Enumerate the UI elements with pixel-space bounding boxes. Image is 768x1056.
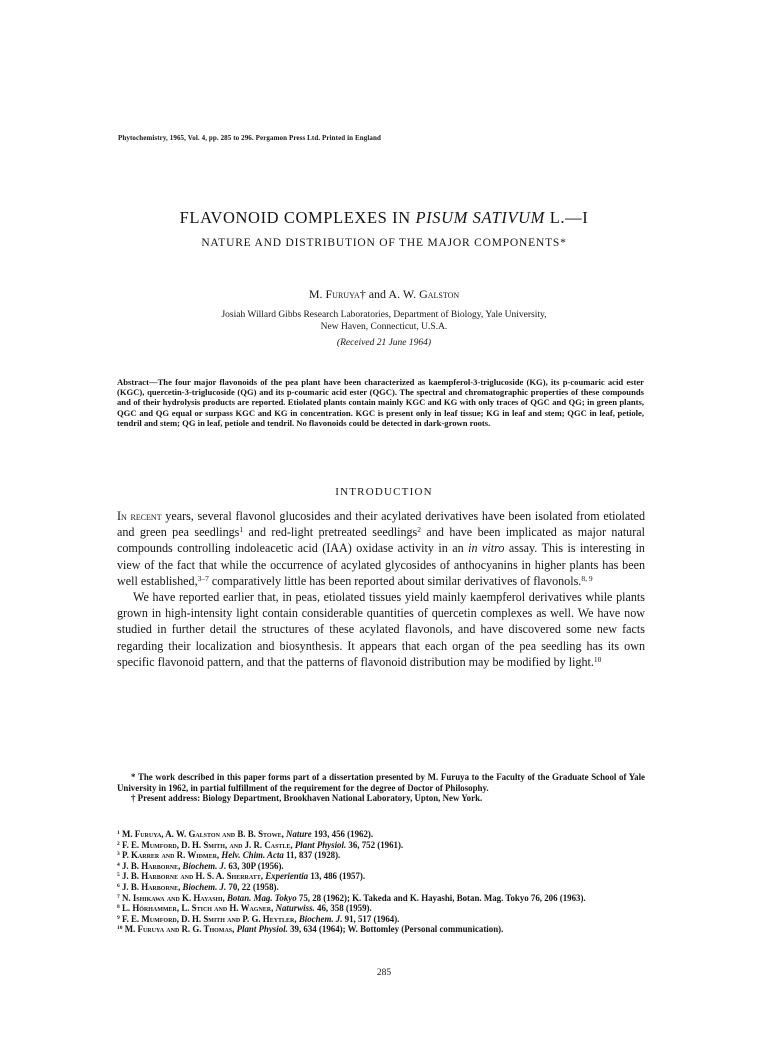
intro-p1-text-c: and have been implicated as major natural compounds controlling indoleacetic acid (IAA) oxidase activity in an — [117, 525, 645, 556]
reference-journal: Biochem. J. — [182, 881, 227, 892]
affiliation-line2: New Haven, Connecticut, U.S.A. — [320, 322, 448, 332]
citation-ref-1: 1 — [239, 525, 244, 535]
citation-ref-10: 10 — [593, 654, 602, 664]
intro-p1-text-d: assay. This is interesting in view of the fact that while the occurrence of acylated glycosides of anthocyanins in higher plants has been well established, — [117, 541, 645, 588]
reference-details: 486 (1957). — [323, 871, 366, 882]
reference-volume: 46, — [317, 903, 329, 914]
intro-p1-text-a: years, several flavonol glucosides and their acylated derivatives have been isolated from etiolated and green pea seedlings — [117, 509, 646, 540]
reference-journal: Nature — [286, 829, 312, 839]
reference-item — [117, 924, 645, 935]
reference-volume: 36, — [348, 839, 360, 850]
reference-item — [117, 882, 645, 893]
reference-details: 752 (1961). — [361, 839, 404, 850]
author-line — [0, 287, 768, 302]
reference-number: 2 — [117, 840, 120, 847]
title-part1: FLAVONOID COMPLEXES IN — [179, 208, 416, 227]
reference-number: 8 — [117, 904, 120, 911]
reference-authors: J. B. Harborne, — [121, 860, 181, 871]
reference-details: 837 (1928). — [298, 850, 341, 861]
footnote-dagger: † Present address: Biology Department, Brookhaven National Laboratory, Upton, New York. — [131, 793, 483, 804]
section-heading-introduction: INTRODUCTION — [335, 486, 433, 498]
reference-authors: N. Ishikawa and K. Hayashi, — [121, 892, 225, 903]
author1-surname: Furuya — [325, 287, 360, 301]
reference-authors: L. Hörhammer, L. Stich and H. Wagner, — [121, 903, 274, 914]
reference-volume: 193, — [313, 829, 330, 839]
author1-initials: M. — [308, 287, 326, 301]
reference-authors: J. B. Harborne, — [121, 881, 181, 892]
intro-p1-text-b: and red-light pretreated seedlings — [243, 525, 418, 540]
reference-item — [117, 914, 645, 925]
abstract-text: —The four major flavonoids of the pea plant have been characterized as kaempferol-3-triglucoside (KG), its p-coumaric acid ester (KGC), quercetin-3-triglucoside (QG) and its p-coumaric acid ester (QGC). The spectral and chromatographic properties of these compounds and of their hydrolysis products are reported. Etiolated plants contain mainly KGC and KG with only traces of QGC and QG; in green plants, QGC and QG equal or surpass KGC and KG in concentration. KGC is present only in leaf tissue; KG in leaf and stem; QGC in leaf, petiole, tendril and stem; QG in leaf, petiole and tendril. No flavonoids could be detected in dark-grown roots. — [117, 377, 644, 428]
reference-details: 30P (1956). — [241, 860, 284, 871]
received-date: (Received 21 June 1964) — [336, 338, 432, 348]
reference-authors: F. E. Mumford, D. H. Smith, and J. R. Castle, — [121, 839, 293, 850]
reference-journal: Botan. Mag. Tokyo — [226, 892, 297, 903]
reference-number: 1 — [117, 829, 120, 836]
paper-title — [0, 208, 768, 228]
reference-journal: Biochem. J. — [298, 913, 343, 924]
reference-item — [117, 840, 645, 851]
reference-authors: J. B. Harborne and H. S. A. Sherratt, — [121, 871, 263, 882]
intro-p2-text: We have reported earlier that, in peas, etiolated tissues yield mainly kaempferol derivatives while plants grown in high-intensity light contain considerable quantities of quercetin complexes as well. We have now studied in further detail the structures of these acylated flavonols, and have discovered some new facts regarding their localization and biosynthesis. It appears that each organ of the pea seedling has its own specific flavonoid pattern, and that the patterns of flavonoid distribution may be modified by light. — [117, 590, 645, 669]
reference-item — [117, 871, 645, 882]
reference-journal: Helv. Chim. Acta — [221, 850, 284, 861]
reference-details: 22 (1958). — [241, 881, 279, 892]
reference-journal: Biochem. J. — [182, 860, 227, 871]
reference-details: 456 (1962). — [331, 829, 374, 839]
abstract — [117, 377, 644, 428]
reference-volume: 75, — [298, 892, 310, 903]
intro-p1-text-e: comparatively little has been reported about similar derivatives of flavonols. — [208, 573, 582, 588]
reference-item — [117, 850, 645, 861]
author2-surname: Galston — [419, 287, 460, 301]
reference-number: 10 — [117, 925, 123, 932]
reference-volume: 91, — [344, 913, 356, 924]
reference-authors: F. E. Mumford, D. H. Smith and P. G. Heytler, — [121, 913, 297, 924]
affiliation-line1: Josiah Willard Gibbs Research Laboratories, Department of Biology, Yale University, — [221, 310, 547, 320]
reference-authors: M. Furuya and R. G. Thomas, — [124, 924, 235, 935]
intro-lead-in: In recent — [117, 509, 162, 523]
introduction-body — [117, 508, 645, 670]
reference-number: 7 — [117, 893, 120, 900]
title-species: PISUM SATIVUM — [415, 208, 546, 227]
paper-subtitle: NATURE AND DISTRIBUTION OF THE MAJOR COMPONENTS* — [201, 237, 567, 249]
footnote-star: * The work described in this paper forms part of a dissertation presented by M. Furuya to the Faculty of the Graduate School of Yale University in 1962, in partial fulfillment of the requirement for the degree of Doctor of Philosophy. — [117, 772, 645, 793]
citation-ref-3-7: 3–7 — [197, 573, 209, 583]
reference-number: 9 — [117, 914, 120, 921]
reference-item — [117, 903, 645, 914]
reference-journal: Naturwiss. — [275, 903, 315, 914]
reference-authors: M. Furuya, A. W. Galston and B. B. Stowe, — [121, 829, 284, 839]
reference-item — [117, 861, 645, 872]
reference-volume: 13, — [310, 871, 322, 882]
reference-number: 4 — [117, 861, 120, 868]
journal-citation-line: Phytochemistry, 1965, Vol. 4, pp. 285 to 296. Pergamon Press Ltd. Printed in England — [118, 134, 382, 142]
citation-ref-8-9: 8, 9 — [581, 573, 593, 583]
citation-ref-2: 2 — [417, 525, 422, 535]
footnotes — [117, 772, 645, 804]
in-vitro-term: in vitro — [468, 541, 505, 556]
reference-number: 3 — [117, 851, 120, 858]
reference-number: 6 — [117, 882, 120, 889]
intro-paragraph-1 — [117, 508, 645, 589]
title-part2: L.—I — [545, 208, 589, 227]
reference-journal: Plant Physiol. — [294, 839, 347, 850]
reference-volume: 39, — [290, 924, 302, 935]
reference-authors: P. Karrer and R. Widmer, — [121, 850, 220, 861]
reference-volume: 11, — [286, 850, 297, 861]
abstract-label: Abstract — [117, 377, 149, 387]
reference-journal: Experientia — [265, 871, 309, 882]
reference-list — [117, 829, 645, 935]
reference-journal: Plant Physiol. — [236, 924, 288, 935]
page-number: 285 — [376, 968, 392, 978]
reference-number: 5 — [117, 872, 120, 879]
reference-details: 634 (1964); W. Bottomley (Personal communication). — [303, 924, 504, 935]
reference-details: 358 (1959). — [330, 903, 372, 914]
reference-details: 28 (1962); K. Takeda and K. Hayashi, Botan. Mag. Tokyo 76, 206 (1963). — [312, 892, 586, 903]
reference-item — [117, 829, 645, 840]
affiliation — [0, 309, 768, 333]
reference-volume: 70, — [228, 881, 240, 892]
author-conjunction: and A. W. — [365, 287, 420, 301]
intro-paragraph-2 — [117, 589, 645, 670]
reference-volume: 63, — [228, 860, 240, 871]
author1-dagger: † — [359, 287, 366, 301]
reference-details: 517 (1964). — [357, 913, 400, 924]
reference-item — [117, 893, 645, 904]
